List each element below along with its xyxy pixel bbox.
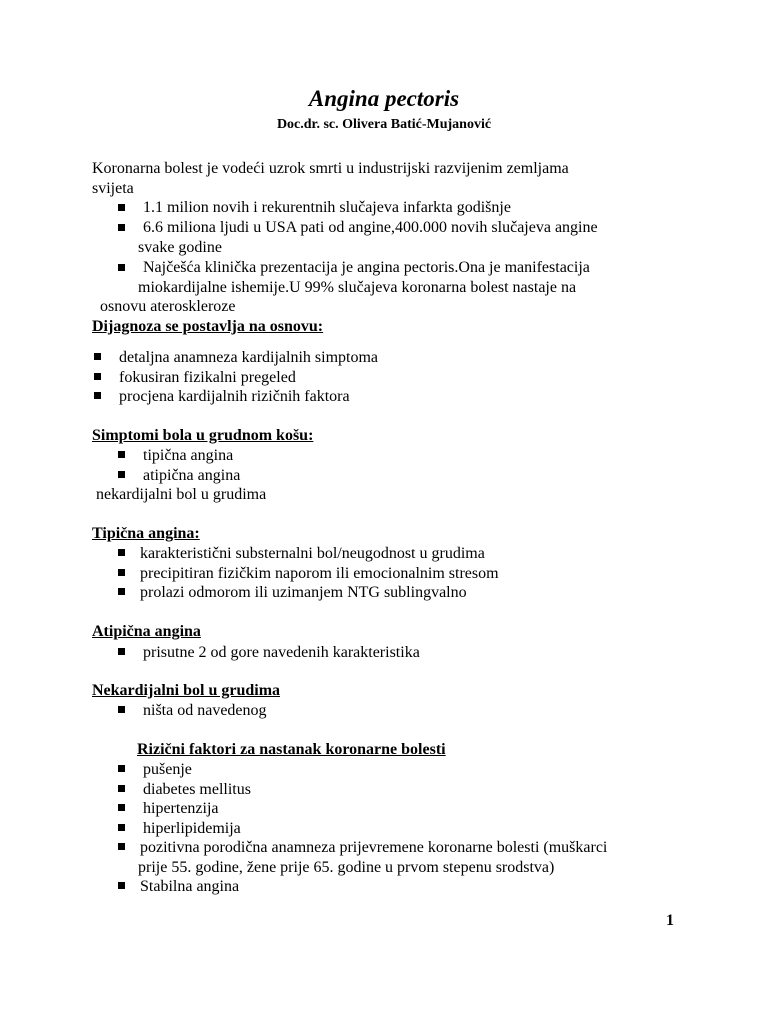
bullet-icon [118,588,125,595]
bullet-icon [94,353,101,360]
intro-tail: osnovu ateroskleroze [100,298,236,315]
typical-heading: Tipična angina: [92,525,200,542]
typical-item: prolazi odmorom ili uzimanjem NTG sublingvalno [140,584,467,601]
atypical-item: prisutne 2 od gore navedenih karakteristika [143,644,420,661]
bullet-icon [118,204,125,211]
symptoms-item: atipična angina [143,467,241,484]
intro-bullet-1: 1.1 milion novih i rekurentnih slučajeva infarkta godišnje [143,199,511,216]
bullet-icon [118,569,125,576]
bullet-icon [118,785,125,792]
typical-item: precipitiran fizičkim naporom ili emocionalnim stresom [140,565,499,582]
bullet-icon [94,392,101,399]
diagnosis-item: procjena kardijalnih rizičnih faktora [119,388,350,405]
bullet-icon [118,224,125,231]
intro-line-1: Koronarna bolest je vodeći uzrok smrti u industrijski razvijenim zemljama [92,160,569,177]
intro-bullet-3-cont: miokardijalne ishemije.U 99% slučajeva koronarna bolest nastaje na [138,279,577,296]
page-number: 1 [666,912,674,929]
diagnosis-heading: Dijagnoza se postavlja na osnovu: [92,318,324,335]
bullet-icon [118,648,125,655]
risk-item: hiperlipidemija [143,820,241,837]
diagnosis-item: detaljna anamneza kardijalnih simptoma [119,349,379,366]
diagnosis-item: fokusiran fizikalni pregeled [119,369,296,386]
risk-heading: Rizični faktori za nastanak koronarne bolesti [137,741,446,758]
intro-bullet-3: Najčešća klinička prezentacija je angina pectoris.Ona je manifestacija [143,259,590,276]
risk-family-line-2: prije 55. godine, žene prije 65. godine u prvom stepenu srodstva) [138,859,555,876]
intro-line-2: svijeta [92,180,134,197]
document-author: Doc.dr. sc. Olivera Batić-Mujanović [276,117,492,132]
symptoms-item: tipična angina [143,447,234,464]
bullet-icon [118,471,125,478]
intro-bullet-2-cont: svake godine [138,239,222,256]
symptoms-heading: Simptomi bola u grudnom košu: [92,427,314,444]
bullet-icon [118,882,125,889]
bullet-icon [118,549,125,556]
bullet-icon [118,706,125,713]
symptoms-extra: nekardijalni bol u grudima [96,486,267,503]
bullet-icon [118,264,125,271]
document-title: Angina pectoris [308,86,460,111]
bullet-icon [118,451,125,458]
atypical-heading: Atipična angina [92,623,201,640]
risk-family-line-1: pozitivna porodična anamneza prijevremene koronarne bolesti (muškarci [140,839,608,856]
intro-bullet-2: 6.6 miliona ljudi u USA pati od angine,400.000 novih slučajeva angine [143,219,598,236]
bullet-icon [118,824,125,831]
bullet-icon [118,843,125,850]
risk-item: pušenje [143,761,192,778]
noncardiac-heading: Nekardijalni bol u grudima [92,682,281,699]
bullet-icon [118,765,125,772]
typical-item: karakteristični substernalni bol/neugodnost u grudima [140,545,485,562]
bullet-icon [118,804,125,811]
noncardiac-item: ništa od navedenog [143,702,267,719]
risk-item: diabetes mellitus [143,781,251,798]
bullet-icon [94,373,101,380]
risk-item: hipertenzija [143,800,219,817]
risk-item-stable-angina: Stabilna angina [140,878,240,895]
